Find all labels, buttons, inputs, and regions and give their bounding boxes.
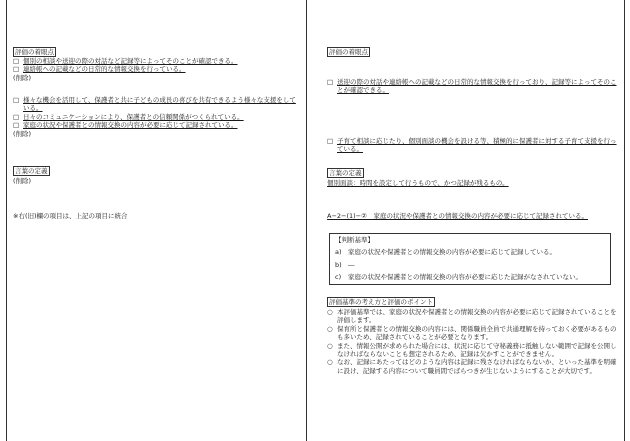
point-item-1: ○ 本評価基準では、家庭の状況や保護者との情報交換の内容が必要に応じて記録されていることを評価します。 [327,308,617,325]
judgment-title: 【判断基準】 [335,236,374,244]
left-item-3: □ 様々な機会を活用して、保護者と共に子どもの成長の喜びを共有できるよう様々な支援をしている。 [13,96,296,113]
right-terms-text: 個別面談：時間を設定して行うもので、かつ記録が残るもの。 [327,179,509,187]
criterion-title: A−2−(1)−② 家庭の状況や保護者との情報交換の内容が必要に応じて記録されている。 [327,212,588,220]
point-item-3: ○ また、情報公開が求められた場合には、状況に応じて守秘義務に抵触しない範囲で記録を公開しなければならないことも想定されるため、記録は欠かすことができません。 [327,341,617,359]
left-deleted-3: (削除) [13,177,32,185]
point-item-4: ○ なお、記録にあたってはどのような内容は記録に残さなければならないか、といった基準を明確に設け、記録する内容について職員間でばらつきが生じないようにすることが大切です。 [327,358,617,375]
left-item-4: □ 日々のコミュニケーションにより、保護者との信頼関係がつくられている。 [13,112,244,121]
left-heading: 評価の着眼点 [15,48,54,56]
points-list [327,308,619,375]
left-item-5: □ 家庭の状況や保護者との情報交換の内容が必要に応じて記録されている。 [13,121,238,130]
right-terms-heading: 言葉の定義 [329,169,362,177]
point-item-2: ○ 保育所と保護者との情報交換の内容には、関係職員全員で共通理解を持っておく必要があるものも多いため、記録されていることが必要となります。 [327,324,617,342]
right-item-1: □ 送迎の際の対話や連絡帳への記載などの日常的な情報交換を行っており、記録等によってそのことが確認できる。 [327,78,617,95]
left-group-1 [13,57,298,82]
left-note: ※右(旧)欄の項目は、上記の項目に統合 [13,212,128,220]
left-group-2 [13,96,298,138]
judgment-criteria-box [329,233,611,285]
right-border [624,0,625,441]
left-item-2: □ 連絡帳への記載などの日常的な情報交換を行っている。 [13,65,186,74]
points-heading: 評価基準の考え方と評価のポイント [329,298,433,306]
left-deleted-2: (削除) [13,129,32,138]
judgment-row-b: b) ― [335,260,355,269]
right-item-2: □ 子育て相談に応じたり、個別面談の機会を設ける等、積極的に保護者に対する子育て支援を行っている。 [327,137,617,154]
left-border [6,0,7,441]
judgment-row-c: c) 家庭の状況や保護者との情報交換の内容が必要に応じた記録がなされていない。 [335,273,582,282]
left-terms-heading: 言葉の定義 [15,167,48,175]
right-heading: 評価の着眼点 [329,48,368,56]
left-item-1: □ 個別の相談や送迎の際の対話など記録等によってそのことが確認できる。 [13,57,238,65]
judgment-row-a: a) 家庭の状況や保護者との情報交換の内容が必要に応じて記録している。 [335,248,556,257]
left-deleted-1: (削除) [13,73,32,82]
center-divider [306,0,307,441]
